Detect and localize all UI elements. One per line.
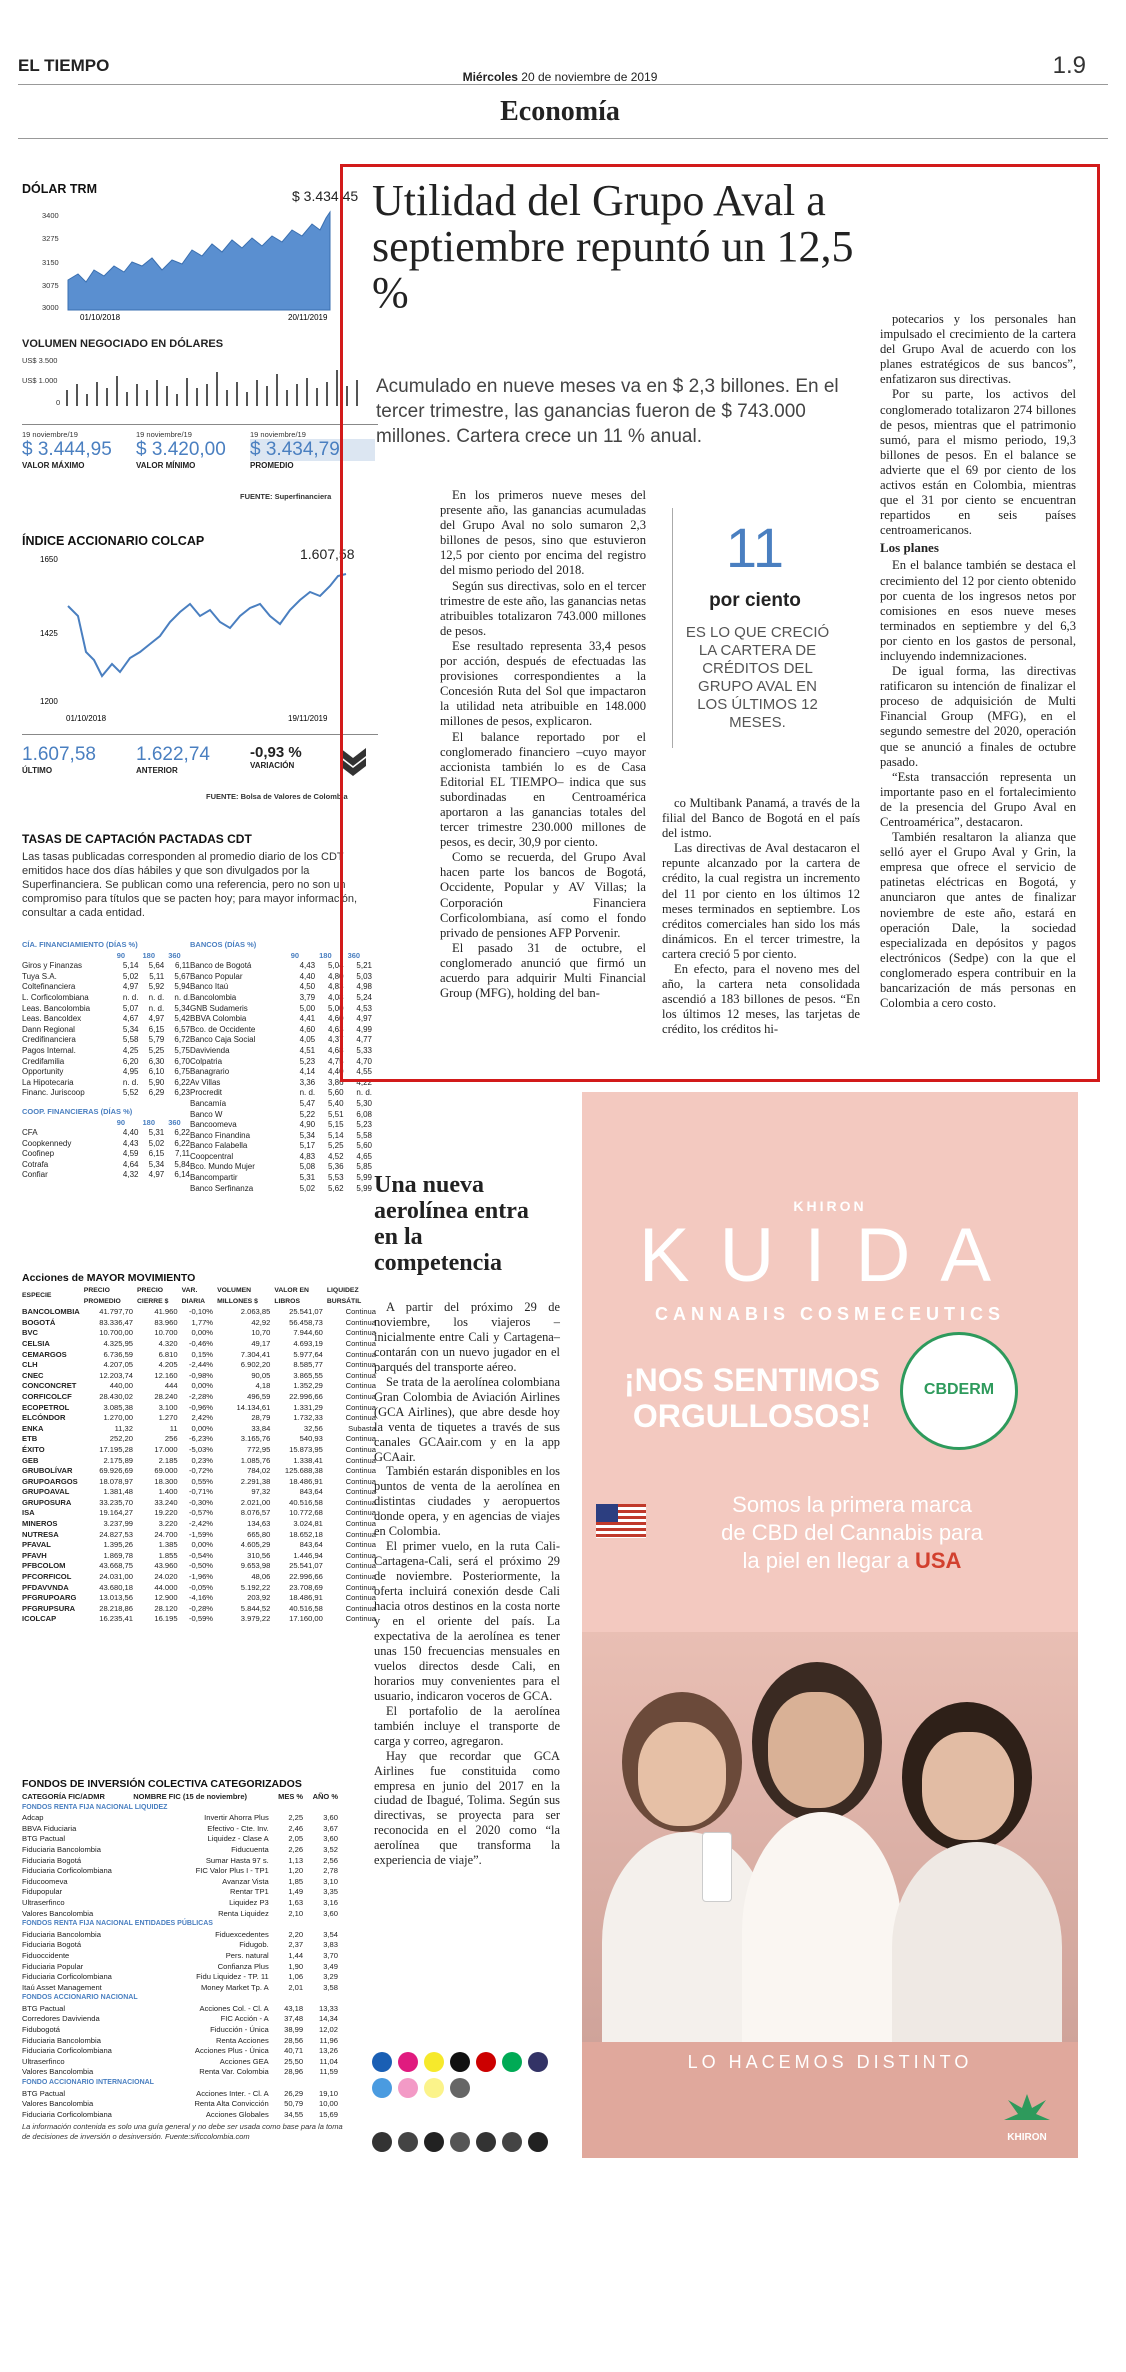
acciones-row: GRUBOLÍVAR 69.926,69 69.000 -0,72% 784,02 125.688,38 Continua bbox=[22, 1466, 376, 1476]
cdt-row: Bancamía 5,47 5,40 5,30 bbox=[190, 1098, 372, 1108]
acciones-row: ETB 252,20 256 -6,23% 3.165,76 540,93 Continua bbox=[22, 1434, 376, 1444]
cdt-row: Bancompartir 5,31 5,53 5,99 bbox=[190, 1173, 372, 1183]
cdt-row: Bancoomeva 4,90 5,15 5,23 bbox=[190, 1120, 372, 1130]
cdt-row: BBVA Colombia 4,41 4,60 4,97 bbox=[190, 1014, 372, 1024]
dolar-ytick: 3275 bbox=[42, 234, 59, 243]
cdt-row: Giros y Finanzas 5,14 5,64 6,11 bbox=[22, 961, 190, 971]
cdt-row: Tuya S.A. 5,02 5,11 5,67 bbox=[22, 971, 190, 981]
dolar-chart bbox=[20, 200, 380, 322]
article-paragraph: Como se recuerda, del Grupo Aval hacen parte los bancos de Bogotá, Occidente, Popular y AV Villas; la Corporación Financiera Corficolombiana, así como el fondo privado de pensiones AFP Porvenir. bbox=[440, 850, 646, 940]
colcap-stat-last: 1.607,58 ÚLTIMO bbox=[22, 744, 96, 775]
volume-tick: US$ 1.000 bbox=[22, 376, 58, 385]
fondos-date-note: (15 de noviembre) bbox=[182, 1792, 248, 1801]
ad-claim-1: Somos la primera marca bbox=[732, 1492, 972, 1517]
cdt-row: Banco Falabella 5,17 5,25 5,60 bbox=[190, 1141, 372, 1151]
fondos-row: Fiduciaria Bancolombia Renta Acciones 28,56 11,96 bbox=[22, 2035, 338, 2045]
subheading-los-planes: Los planes bbox=[880, 540, 939, 556]
cdt-row: Dann Regional 5,34 6,15 6,57 bbox=[22, 1024, 190, 1034]
cdt-row: Opportunity 4,95 6,10 6,75 bbox=[22, 1067, 190, 1077]
article-col-3 bbox=[880, 312, 1076, 1011]
acciones-row: PFGRUPSURA 28.218,86 28.120 -0,28% 5.844,52 40.516,58 Continua bbox=[22, 1603, 376, 1613]
cdt-row: Bco. Mundo Mujer 5,08 5,36 5,85 bbox=[190, 1162, 372, 1172]
acciones-row: CEMARGOS 6.736,59 6.810 0,15% 7.304,41 5.977,64 Continua bbox=[22, 1349, 376, 1359]
article-paragraph: co Multibank Panamá, a través de la filial del Banco de Bogotá en el país del istmo. bbox=[662, 796, 860, 841]
cdt-row: Bco. de Occidente 4,60 4,63 4,99 bbox=[190, 1024, 372, 1034]
fondos-row: Fiduciaria Corficolombiana Acciones Plus - Única 40,71 13,26 bbox=[22, 2046, 338, 2056]
ad-brand-top: KHIRON bbox=[793, 1198, 867, 1214]
cdt-row: Confiar 4,32 4,97 6,14 bbox=[22, 1170, 190, 1180]
cdt-row: Coofinep 4,59 6,15 7,11 bbox=[22, 1149, 190, 1159]
acciones-row: ICOLCAP 16.235,41 16.195 -0,59% 3.979,22 17.160,00 Continua bbox=[22, 1614, 376, 1624]
article-paragraph: De igual forma, las directivas ratificaron su intención de finalizar el proceso de adquisición de Multi Financial Group (MFG), en el segundo semestre del 2020, operación que se anunció a finales de octubre pasado. bbox=[880, 664, 1076, 769]
header-rule bbox=[18, 84, 1108, 85]
print-color-bar bbox=[368, 2050, 572, 2160]
cdt-row: Banco Popular 4,40 4,80 5,03 bbox=[190, 971, 372, 981]
article-paragraph: El primer vuelo, en la ruta Cali-Cartagena-Cali, será el próximo 29 de noviembre. Posteriormente, la oferta incluirá conexión desde Cali hacia otros destinos en la costa norte y en el oriente del país. La expectativa de la aerolínea es tener unas 150 frecuencias mensuales en vuelos directos desde Cali, en horarios muy convenientes para el usuario, indicaron voceros de GCA. bbox=[374, 1539, 560, 1703]
fondos-group-header: FONDOS RENTA FIJA NACIONAL LIQUIDEZ bbox=[22, 1803, 168, 1811]
article-paragraph: También estarán disponibles en los puntos de venta de la aerolínea en distintas ciudades y aeropuertos donde opera, y en agencias de viajes en Colombia. bbox=[374, 1464, 560, 1539]
dolar-x-start: 01/10/2018 bbox=[80, 313, 121, 322]
acciones-row: PFAVAL 1.395,26 1.385 0,00% 4.605,29 843,64 Continua bbox=[22, 1540, 376, 1550]
fondos-row: Ultraserfinco Acciones GEA 25,50 11,04 bbox=[22, 2056, 338, 2066]
fondos-row: Itaú Asset Management Money Market Tp. A 2,01 3,58 bbox=[22, 1982, 338, 1992]
ad-brand: KUIDA bbox=[638, 1213, 1022, 1298]
fondos-row: Fiduciaria Popular Confianza Plus 1,90 3,49 bbox=[22, 1961, 338, 1971]
cdt-row: Banco Itaú 4,50 4,83 4,98 bbox=[190, 982, 372, 992]
dolar-ytick: 3400 bbox=[42, 211, 59, 220]
colcap-ytick: 1650 bbox=[40, 556, 58, 564]
fondos-row: BTG Pactual Liquidez - Clase A 2,05 3,60 bbox=[22, 1834, 338, 1844]
issue-date: Miércoles 20 de noviembre de 2019 bbox=[462, 70, 658, 84]
acciones-title: Acciones de MAYOR MOVIMIENTO bbox=[22, 1272, 196, 1284]
fondos-group-header: FONDOS RENTA FIJA NACIONAL ENTIDADES PÚBLICAS bbox=[22, 1920, 213, 1928]
ad-logo-text: KHIRON bbox=[1007, 2132, 1047, 2143]
acciones-row: BANCOLOMBIA 41.797,70 41.960 -0,10% 2.063,85 25.541,07 Continua bbox=[22, 1307, 376, 1317]
colcap-x-end: 19/11/2019 bbox=[288, 714, 328, 723]
dolar-area bbox=[68, 212, 330, 310]
khiron-leaf-icon bbox=[1002, 2092, 1052, 2126]
fondos-row: Fiduciaria Corficolombiana Fidu Liquidez - TP. 11 1,06 3,29 bbox=[22, 1972, 338, 1982]
article-paragraph: En el balance también se destaca el crecimiento del 12 por ciento obtenido por cuenta de los ingresos netos por comisiones en esos nueve meses terminados en septiembre y del 6,3 por ciento en los gastos de personal, incluyendo indemnizaciones. bbox=[880, 558, 1076, 663]
cdt-row: Coopkennedy 4,43 5,02 6,22 bbox=[22, 1138, 190, 1148]
acciones-row: CLH 4.207,05 4.205 -2,44% 6.902,20 8.585,77 Continua bbox=[22, 1360, 376, 1370]
page-number: 1.9 bbox=[1052, 52, 1086, 79]
fondos-row: Adcap Invertir Ahorra Plus 2,25 3,60 bbox=[22, 1813, 338, 1823]
cdt-row: Banco Serfinanza 5,02 5,62 5,99 bbox=[190, 1183, 372, 1193]
cdt-row: Credifamilia 6,20 6,30 6,70 bbox=[22, 1056, 190, 1066]
cdt-left-table-wrap bbox=[20, 940, 192, 1181]
acciones-row: MINEROS 3.237,99 3.220 -2,42% 134,63 3.024,81 Continua bbox=[22, 1519, 376, 1529]
cdt-right-table: BANCOS (DÍAS %) 90 180 360 Banco de Bogotá 4,43 5,04 5,21 Banco Popular 4,40 4,80 5,03 Banco Itaú 4,50 4,83 4,98 Bancolombia 3,79 4,08 5,24 GNB Sudameris 5,00 5,00 4,53 BBVA Colombia 4,41 4,60 4,97 Bco. de Occidente 4,60 4,63 4,99 Banco Caja Social 4,05 4,37 4,77 Davivienda 4,51 4,68 5,33 Colpatria 5,23 4,75 4,70 Banagrario 4,14 4,40 4,55 Av Villas 3,36 3,86 4,22 Procredit n. d. 5,60 n. d. Bancamía 5,47 5,40 5,30 Banco W 5,22 5,51 6,08 Bancoomeva 4,90 5,15 5,23 Banco Finandina 5,34 5,14 5,58 Banco Falabella 5,17 5,25 5,60 Coopcentral 4,83 4,52 4,65 Bco. Mundo Mujer 5,08 5,36 5,85 Bancompartir 5,31 5,53 5,99 Banco Serfinanza 5,02 5,62 5,99 bbox=[190, 940, 372, 1193]
ad-tagline: CANNABIS COSMECEUTICS bbox=[654, 1304, 1005, 1324]
cdt-row: Av Villas 3,36 3,86 4,22 bbox=[190, 1077, 372, 1087]
fondos-row: BTG Pactual Acciones Inter. - Cl. A 26,29 19,10 bbox=[22, 2088, 338, 2098]
fondos-row: Ultraserfinco Liquidez P3 1,63 3,16 bbox=[22, 1897, 338, 1907]
article-paragraph: Se trata de la aerolínea colombiana Gran Colombia de Aviación Airlines (GCA Airlines), que abre desde hoy la venta de tiquetes a través de sus canales GCAair.com y en la app GCAair. bbox=[374, 1374, 560, 1464]
dolar-ytick: 3150 bbox=[42, 258, 59, 267]
header-rule-bottom bbox=[18, 138, 1108, 139]
cdt-row: Banagrario 4,14 4,40 4,55 bbox=[190, 1067, 372, 1077]
article-paragraph: Según sus directivas, solo en el tercer trimestre de este año, las ganancias netas atribuibles totalizaron 743.000 millones de pesos. bbox=[440, 578, 646, 638]
fondos-row: Corredores Davivienda FIC Acción - A 37,48 14,34 bbox=[22, 2014, 338, 2024]
cdt-intro: Las tasas publicadas corresponden al promedio diario de los CDT emitidos hace dos días hábiles y que son divulgados por la Superfinanciera. Se publican como una referencia, pero no son un compromiso para títulos que se pacten hoy; para mayor información, consultar a cada entidad. bbox=[22, 851, 358, 919]
acciones-row: PFBCOLOM 43.668,75 43.960 -0,50% 9.653,98 25.541,07 Continua bbox=[22, 1561, 376, 1571]
cdt-row: Colpatria 5,23 4,75 4,70 bbox=[190, 1056, 372, 1066]
colcap-ytick: 1200 bbox=[40, 697, 58, 706]
acciones-row: NUTRESA 24.827,53 24.700 -1,59% 665,80 18.652,18 Continua bbox=[22, 1529, 376, 1539]
fondos-row: Valores Bancolombia Renta Alta Convicción 50,79 10,00 bbox=[22, 2099, 338, 2109]
dolar-stat-max: 19 noviembre/19 $ 3.444,95 VALOR MÁXIMO bbox=[22, 430, 112, 470]
usa-flag-icon bbox=[596, 1504, 646, 1538]
fondos-group-header: FONDOS ACCIONARIO NACIONAL bbox=[22, 1994, 138, 2002]
article-paragraph: El pasado 31 de octubre, el conglomerado anunció que firmó un acuerdo para adquirir Multi Financial Group (MFG), holding del ban- bbox=[440, 940, 646, 1001]
colcap-source: FUENTE: Bolsa de Valores de Colombia bbox=[206, 792, 348, 801]
cbderm-badge: CBDERM bbox=[900, 1332, 1018, 1450]
cdt-row: Leas. Bancoldex 4,67 4,97 5,42 bbox=[22, 1014, 190, 1024]
acciones-row: ECOPETROL 3.085,38 3.100 -0,96% 14.134,61 1.331,29 Continua bbox=[22, 1402, 376, 1412]
article-paragraph: Las directivas de Aval destacaron el repunte alcanzado por la cartera de crédito, la cual registra un incremento del 11 por ciento en los últimos 12 meses terminados en septiembre. Los créditos comerciales han sido los más dinámicos. En el tercer trimestre, la cartera creció 5 por ciento. bbox=[662, 841, 860, 961]
colcap-x-start: 01/10/2018 bbox=[66, 714, 107, 723]
fondos-note: La información contenida es solo una guía general y no debe ser usada como base para la toma de decisiones de inversión o desinversión. Fuente:sificcolombia.com bbox=[22, 2122, 343, 2141]
section-title: Economía bbox=[500, 96, 620, 127]
acciones-row: ENKA 11,32 11 0,00% 33,84 32,56 Subasta bbox=[22, 1423, 376, 1433]
divider bbox=[22, 424, 378, 425]
fondos-row: Fiduciaria Corficolombiana FIC Valor Plus I - TP1 1,20 2,78 bbox=[22, 1866, 338, 1876]
callout-number: 11 bbox=[725, 516, 785, 579]
article-paragraph: El portafolio de la aerolínea también incluye el transporte de carga y correo, agregaron. bbox=[374, 1703, 560, 1748]
cdt-row: Coopcentral 4,83 4,52 4,65 bbox=[190, 1151, 372, 1161]
article-paragraph: Por su parte, los activos del conglomerado totalizaron 274 billones de pesos, mientras que el patrimonio sumó, para el mismo periodo, 19,3 billones de pesos. En el balance se advierte que el 69 por ciento de los activos están en Colombia, mientras que el 31 por ciento se encuentran repartidos en seis países centroamericanos. bbox=[880, 387, 1076, 538]
acciones-row: BVC 10.700,00 10.700 0,00% 10,70 7.944,60 Continua bbox=[22, 1328, 376, 1338]
cdt-row: Credifinanciera 5,58 5,79 6,72 bbox=[22, 1035, 190, 1045]
colcap-stat-prev: 1.622,74 ANTERIOR bbox=[136, 744, 210, 775]
colcap-title: ÍNDICE ACCIONARIO COLCAP bbox=[22, 534, 205, 548]
ad-footer-slogan: LO HACEMOS DISTINTO bbox=[687, 2052, 973, 2072]
article-paragraph: Hay que recordar que GCA Airlines fue constituida como empresa en junio del 2017 en la ciudad de Ibagué, Tolima. Según sus directivas, se proyecta para ser reconocida en el 2020 como “la aerolínea que transforma la experiencia de viaje”. bbox=[374, 1748, 560, 1868]
acciones-row: PFGRUPOARG 13.013,56 12.900 -4,16% 203,92 18.486,91 Continua bbox=[22, 1593, 376, 1603]
fondos-row: Fiduciaria Bancolombia Fiduexcedentes 2,20 3,54 bbox=[22, 1929, 338, 1939]
dolar-last-value: $ 3.434,45 bbox=[292, 188, 359, 204]
acciones-row: ELCÓNDOR 1.270,00 1.270 2,42% 28,79 1.732,33 Continua bbox=[22, 1413, 376, 1423]
fondos-row: Fidupopular Rentar TP1 1,49 3,35 bbox=[22, 1887, 338, 1897]
fondos-row: Fiduciaria Bancolombia Fiducuenta 2,26 3,52 bbox=[22, 1844, 338, 1854]
dolar-x-end: 20/11/2019 bbox=[288, 313, 328, 322]
colcap-chart bbox=[20, 556, 380, 726]
colcap-last-value: 1.607,58 bbox=[300, 546, 355, 562]
cdt-row: Pagos Internal. 4,25 5,25 5,75 bbox=[22, 1045, 190, 1055]
fondos-row: Valores Bancolombia Renta Var. Colombia 28,96 11,59 bbox=[22, 2067, 338, 2077]
acciones-table-wrap bbox=[20, 1286, 380, 1625]
dolar-title: DÓLAR TRM bbox=[22, 182, 97, 196]
dolar-ytick: 3000 bbox=[42, 303, 59, 312]
cdt-row: Coltefinanciera 4,97 5,92 5,94 bbox=[22, 982, 190, 992]
fondos-group-header: FONDO ACCIONARIO INTERNACIONAL bbox=[22, 2079, 154, 2087]
acciones-row: CNEC 12.203,74 12.160 -0,98% 90,05 3.865,55 Continua bbox=[22, 1370, 376, 1380]
acciones-row: ÉXITO 17.195,28 17.000 -5,03% 772,95 15.873,95 Continua bbox=[22, 1444, 376, 1454]
fondos-row: Valores Bancolombia Renta Liquidez 2,10 3,60 bbox=[22, 1908, 338, 1918]
fondos-row: Fiduciaria Corficolombiana Acciones Globales 34,55 15,69 bbox=[22, 2109, 338, 2119]
cdt-left-table: CÍA. FINANCIAMIENTO (DÍAS %) 90 180 360 Giros y Finanzas 5,14 5,64 6,11 Tuya S.A. 5,02 5,11 5,67 Coltefinanciera 4,97 5,92 5,94 L. Corficolombiana n. d. n. d. n. d. Leas. Bancolombia 5,07 n. d. 5,34 Leas. Bancoldex 4,67 4,97 5,42 Dann Regional 5,34 6,15 6,57 Credifinanciera 5,58 5,79 6,72 Pagos Internal. 4,25 5,25 5,75 Credifamilia 6,20 6,30 6,70 Opportunity 4,95 6,10 6,75 La Hipotecaria n. d. 5,90 6,22 Financ. Juriscoop 5,52 6,29 6,23 COOP. FINANCIERAS (DÍAS %) 90 180 360 CFA 4,40 5,31 6,22 Coopkennedy 4,43 5,02 6,22 Coofinep 4,59 6,15 7,11 Cotrafa 4,64 5,34 5,84 Confiar 4,32 4,97 6,14 bbox=[22, 940, 190, 1180]
acciones-row: CORFICOLCF 28.430,02 28.240 -2,28% 496,59 22.996,66 Continua bbox=[22, 1391, 376, 1401]
side-article-headline: Una nueva aerolínea entra en la competencia bbox=[374, 1172, 529, 1276]
volume-title: VOLUMEN NEGOCIADO EN DÓLARES bbox=[22, 338, 224, 350]
dolar-source: FUENTE: Superfinanciera bbox=[240, 492, 332, 501]
cdt-row: Financ. Juriscoop 5,52 6,29 6,23 bbox=[22, 1088, 190, 1098]
ad-headline-2: ORGULLOSOS! bbox=[632, 1398, 872, 1434]
dolar-stat-min: 19 noviembre/19 $ 3.420,00 VALOR MÍNIMO bbox=[136, 430, 226, 470]
article-paragraph: potecarios y los personales han impulsado el crecimiento de la cartera del Grupo Aval de acuerdo con los planes estratégicos de sus bancos”, enfatizaron sus directivas. bbox=[880, 312, 1076, 387]
cdt-row: L. Corficolombiana n. d. n. d. n. d. bbox=[22, 992, 190, 1002]
acciones-row: ISA 19.164,27 19.220 -0,57% 8.076,57 10.772,68 Continua bbox=[22, 1508, 376, 1518]
cdt-row: Banco de Bogotá 4,43 5,04 5,21 bbox=[190, 961, 372, 971]
fondos-table: CATEGORÍA FIC/ADMR NOMBRE FIC (15 de noviembre) MES % AÑO % FONDOS RENTA FIJA NACIONAL LIQUIDEZ Adcap Invertir Ahorra Plus 2,25 3,60 BBVA Fiduciaria Efectivo - Cte. Inv. 2,46 3,67 BTG Pactual Liquidez - Clase A 2,05 3,60 Fiduciaria Bancolombia Fiducuenta 2,26 3,52 Fiduciaria Bogotá Sumar Hasta 97 s. 1,13 2,56 Fiduciaria Corficolombiana FIC Valor Plus I - TP1 1,20 2,78 Fiducoomeva Avanzar Vista 1,85 3,10 Fidupopular Rentar TP1 1,49 3,35 Ultraserfinco Liquidez P3 1,63 3,16 Valores Bancolombia Renta Liquidez 2,10 3,60 FONDOS RENTA FIJA NACIONAL ENTIDADES PÚBLICAS Fiduciaria Bancolombia Fiduexcedentes 2,20 3,54 Fiduciaria Bogotá Fidugob. 2,37 3,83 Fiduoccidente Pers. natural 1,44 3,70 Fiduciaria Popular Confianza Plus 1,90 3,49 Fiduciaria Corficolombiana Fidu Liquidez - TP. 11 1,06 3,29 Itaú Asset Management Money Market Tp. A 2,01 3,58 FONDOS ACCIONARIO NACIONAL BTG Pactual Acciones Col. - Cl. A 43,18 13,33 Corredores Davivienda FIC Acción - A 37,48 14,34 Fidubogotá Fiducción - Única 38,99 12,02 Fiduciaria Bancolombia Renta Acciones 28,56 11,96 Fiduciaria Corficolombiana Acciones Plus - Única 40,71 13,26 Ultraserfinco Acciones GEA 25,50 11,04 Valores Bancolombia Renta Var. Colombia 28,96 11,59 FONDO ACCIONARIO INTERNACIONAL BTG Pactual Acciones Inter. - Cl. A 26,29 19,10 Valores Bancolombia Renta Alta Convicción 50,79 10,00 Fiduciaria Corficolombiana Acciones Globales 34,55 15,69 bbox=[22, 1792, 338, 2119]
cdt-row: Procredit n. d. 5,60 n. d. bbox=[190, 1088, 372, 1098]
acciones-row: PFAVH 1.869,78 1.855 -0,54% 310,56 1.446,94 Continua bbox=[22, 1550, 376, 1560]
divider bbox=[22, 734, 378, 735]
fondos-row: Fiduciaria Bogotá Sumar Hasta 97 s. 1,13 2,56 bbox=[22, 1855, 338, 1865]
colcap-ytick: 1425 bbox=[40, 629, 58, 638]
acciones-row: PFCORFICOL 24.031,00 24.020 -1,96% 48,06 22.996,66 Continua bbox=[22, 1572, 376, 1582]
dolar-stat-avg: 19 noviembre/19 $ 3.434,79 PROMEDIO bbox=[250, 430, 375, 470]
cdt-row: Cotrafa 4,64 5,34 5,84 bbox=[22, 1159, 190, 1169]
acciones-row: CELSIA 4.325,95 4.320 -0,46% 49,17 4.693,19 Continua bbox=[22, 1338, 376, 1348]
article-paragraph: También resaltaron la alianza que selló ayer el Grupo Aval y Grin, la empresa que ofrece el servicio de patinetas eléctricas en Bogotá, y anunciaron que antes de finalizar noviembre de este año, estará en operación Dale, la sociedad especializada en depósitos y pagos electrónicos (Sedpe) con la que el conglomerado espera contribuir en la bancarización de más personas en Colombia a cero costo. bbox=[880, 830, 1076, 1011]
cdt-row: Banco W 5,22 5,51 6,08 bbox=[190, 1109, 372, 1119]
ad-claim-2: de CBD del Cannabis para bbox=[721, 1520, 983, 1545]
cdt-row: Bancolombia 3,79 4,08 5,24 bbox=[190, 992, 372, 1002]
volume-bars bbox=[66, 354, 376, 406]
cdt-row: La Hipotecaria n. d. 5,90 6,22 bbox=[22, 1077, 190, 1087]
article-headline: Utilidad del Grupo Aval a septiembre repuntó un 12,5 % bbox=[372, 176, 854, 317]
article-paragraph: A partir del próximo 29 de noviembre, los viajeros –inicialmente entre Cali y Cartagena– contarán con un nuevo jugador en el parqués del transporte aéreo. bbox=[374, 1300, 560, 1374]
ad-claim-3: la piel en llegar a USA bbox=[742, 1548, 962, 1573]
acciones-row: GRUPOSURA 33.235,70 33.240 -0,30% 2.021,00 40.516,58 Continua bbox=[22, 1497, 376, 1507]
fondos-row: Fiduoccidente Pers. natural 1,44 3,70 bbox=[22, 1950, 338, 1960]
acciones-row: CONCONCRET 440,00 444 0,00% 4,18 1.352,29 Continua bbox=[22, 1381, 376, 1391]
article-paragraph: “Esta transacción representa un importante paso en el fortalecimiento de la presencia del Grupo Aval en Centroamérica”, destacaron. bbox=[880, 769, 1076, 829]
article-paragraph: El balance reportado por el conglomerado financiero –cuyo mayor accionista también lo es de Casa Editorial EL TIEMPO– indica que sus subordinadas en Centroamérica aportaron a las ganancias totales del tercer trimestre 230.000 millones de pesos, es decir, 30,9 por ciento. bbox=[440, 729, 646, 850]
cdt-row: Banco Finandina 5,34 5,14 5,58 bbox=[190, 1130, 372, 1140]
dolar-ytick: 3075 bbox=[42, 281, 59, 290]
acciones-row: BOGOTÁ 83.336,47 83.960 1,77% 42,92 56.458,73 Continua bbox=[22, 1317, 376, 1327]
acciones-row: GEB 2.175,89 2.185 0,23% 1.085,76 1.338,41 Continua bbox=[22, 1455, 376, 1465]
fondos-row: Fidubogotá Fiducción - Única 38,99 12,02 bbox=[22, 2025, 338, 2035]
fondos-row: Fiducoomeva Avanzar Vista 1,85 3,10 bbox=[22, 1876, 338, 1886]
fondos-title: FONDOS DE INVERSIÓN COLECTIVA CATEGORIZADOS bbox=[22, 1778, 302, 1790]
side-article-body bbox=[374, 1300, 560, 1868]
fondos-row: BTG Pactual Acciones Col. - Cl. A 43,18 13,33 bbox=[22, 2003, 338, 2013]
article-col-1 bbox=[440, 488, 646, 1001]
acciones-row: GRUPOAVAL 1.381,48 1.400 -0,71% 97,32 843,64 Continua bbox=[22, 1487, 376, 1497]
ad-models-photo bbox=[582, 1632, 1078, 2042]
colcap-line bbox=[68, 574, 346, 676]
kuida-advertisement bbox=[582, 1092, 1078, 2158]
article-paragraph: En efecto, para el noveno mes del año, la cartera neta consolidada ascendió a 183 billones de pesos. “En los últimos 12 meses, las tarjetas de crédito, los créditos hi- bbox=[662, 962, 860, 1037]
callout-unit: por ciento bbox=[709, 590, 801, 611]
colcap-stat-var: -0,93 % VARIACIÓN bbox=[250, 744, 302, 770]
fondos-row: BBVA Fiduciaria Efectivo - Cte. Inv. 2,46 3,67 bbox=[22, 1823, 338, 1833]
newspaper-brand: EL TIEMPO bbox=[18, 56, 110, 75]
article-deck: Acumulado en nueve meses va en $ 2,3 billones. En el tercer trimestre, las ganancias fueron de $ 743.000 millones. Cartera crece un 11 % anual. bbox=[376, 376, 839, 447]
callout-rule bbox=[672, 508, 673, 748]
ad-headline-1: ¡NOS SENTIMOS bbox=[623, 1362, 880, 1398]
cdt-row: Davivienda 4,51 4,68 5,33 bbox=[190, 1045, 372, 1055]
cdt-title: TASAS DE CAPTACIÓN PACTADAS CDT bbox=[22, 832, 252, 846]
cdt-row: CFA 4,40 5,31 6,22 bbox=[22, 1128, 190, 1138]
cdt-row: Leas. Bancolombia 5,07 n. d. 5,34 bbox=[22, 1003, 190, 1013]
acciones-row: GRUPOARGOS 18.078,97 18.300 0,55% 2.291,38 18.486,91 Continua bbox=[22, 1476, 376, 1486]
volume-tick: US$ 3.500 bbox=[22, 356, 58, 365]
callout-text: ES LO QUE CRECIÓ LA CARTERA DE CRÉDITOS DEL GRUPO AVAL EN LOS ÚLTIMOS 12 MESES. bbox=[685, 624, 830, 731]
volume-tick: 0 bbox=[56, 398, 61, 407]
article-col-2 bbox=[662, 796, 860, 1038]
acciones-table: ESPECIE PRECIO PROMEDIO PRECIO CIERRE $ VAR. DIARIA VOLUMEN MILLONES $ VALOR EN LIBROS LIQUIDEZ BURSÁTIL BANCOLOMBIA 41.797,70 41.960 -0,10% 2.063,85 25.541,07 Continua BOGOTÁ 83.336,47 83.960 1,77% 42,92 56.458,73 Continua BVC 10.700,00 10.700 0,00% 10,70 7.944,60 Continua CELSIA 4.325,95 4.320 -0,46% 49,17 4.693,19 Continua CEMARGOS 6.736,59 6.810 0,15% 7.304,41 5.977,64 Continua CLH 4.207,05 4.205 -2,44% 6.902,20 8.585,77 Continua CNEC 12.203,74 12.160 -0,98% 90,05 3.865,55 Continua CONCONCRET 440,00 444 0,00% 4,18 1.352,29 Continua CORFICOLCF 28.430,02 28.240 -2,28% 496,59 22.996,66 Continua ECOPETROL 3.085,38 3.100 -0,96% 14.134,61 1.331,29 Continua ELCÓNDOR 1.270,00 1.270 2,42% 28,79 1.732,33 Continua ENKA 11,32 11 0,00% 33,84 32,56 Subasta ETB 252,20 256 -6,23% 3.165,76 540,93 Continua ÉXITO 17.195,28 17.000 -5,03% 772,95 15.873,95 Continua GEB 2.175,89 2.185 0,23% 1.085,76 1.338,41 Continua GRUBOLÍVAR 69.926,69 69.000 -0,72% 784,02 125.688,38 Continua GRUPOARGOS 18.078,97 18.300 0,55% 2.291,38 18.486,91 Continua GRUPOAVAL 1.381,48 1.400 -0,71% 97,32 843,64 Continua GRUPOSURA 33.235,70 33.240 -0,30% 2.021,00 40.516,58 Continua ISA 19.164,27 19.220 -0,57% 8.076,57 10.772,68 Continua MINEROS 3.237,99 3.220 -2,42% 134,63 3.024,81 Continua NUTRESA 24.827,53 24.700 -1,59% 665,80 18.652,18 Continua PFAVAL 1.395,26 1.385 0,00% 4.605,29 843,64 Continua PFAVH 1.869,78 1.855 -0,54% 310,56 1.446,94 Continua PFBCOLOM 43.668,75 43.960 -0,50% 9.653,98 25.541,07 Continua PFCORFICOL 24.031,00 24.020 -1,96% 48,06 22.996,66 Continua PFDAVVNDA 43.680,18 44.000 -0,05% 5.192,22 23.708,69 Continua PFGRUPOARG 13.013,56 12.900 -4,16% 203,92 18.486,91 Continua PFGRUPSURA 28.218,86 28.120 -0,28% 5.844,52 40.516,58 Continua ICOLCAP 16.235,41 16.195 -0,59% 3.979,22 17.160,00 Continua bbox=[22, 1287, 376, 1624]
acciones-row: PFDAVVNDA 43.680,18 44.000 -0,05% 5.192,22 23.708,69 Continua bbox=[22, 1582, 376, 1592]
cdt-row: Banco Caja Social 4,05 4,37 4,77 bbox=[190, 1035, 372, 1045]
article-paragraph: Ese resultado representa 33,4 pesos por acción, después de efectuadas las provisiones correspondientes a la Concesión Ruta del Sol que impactaron la utilidad neta atribuible en 148.000 millones de pesos, explicaron. bbox=[440, 638, 646, 729]
fondos-table-wrap bbox=[20, 1792, 340, 2120]
cdt-row: GNB Sudameris 5,00 5,00 4,53 bbox=[190, 1003, 372, 1013]
article-paragraph: En los primeros nueve meses del presente año, las ganancias acumuladas del Grupo Aval no solo sumaron 2,3 billones de pesos, sino que estuvieron 12,5 por ciento por encima del registro del mismo periodo del 2018. bbox=[440, 488, 646, 578]
fondos-row: Fiduciaria Bogotá Fidugob. 2,37 3,83 bbox=[22, 1940, 338, 1950]
